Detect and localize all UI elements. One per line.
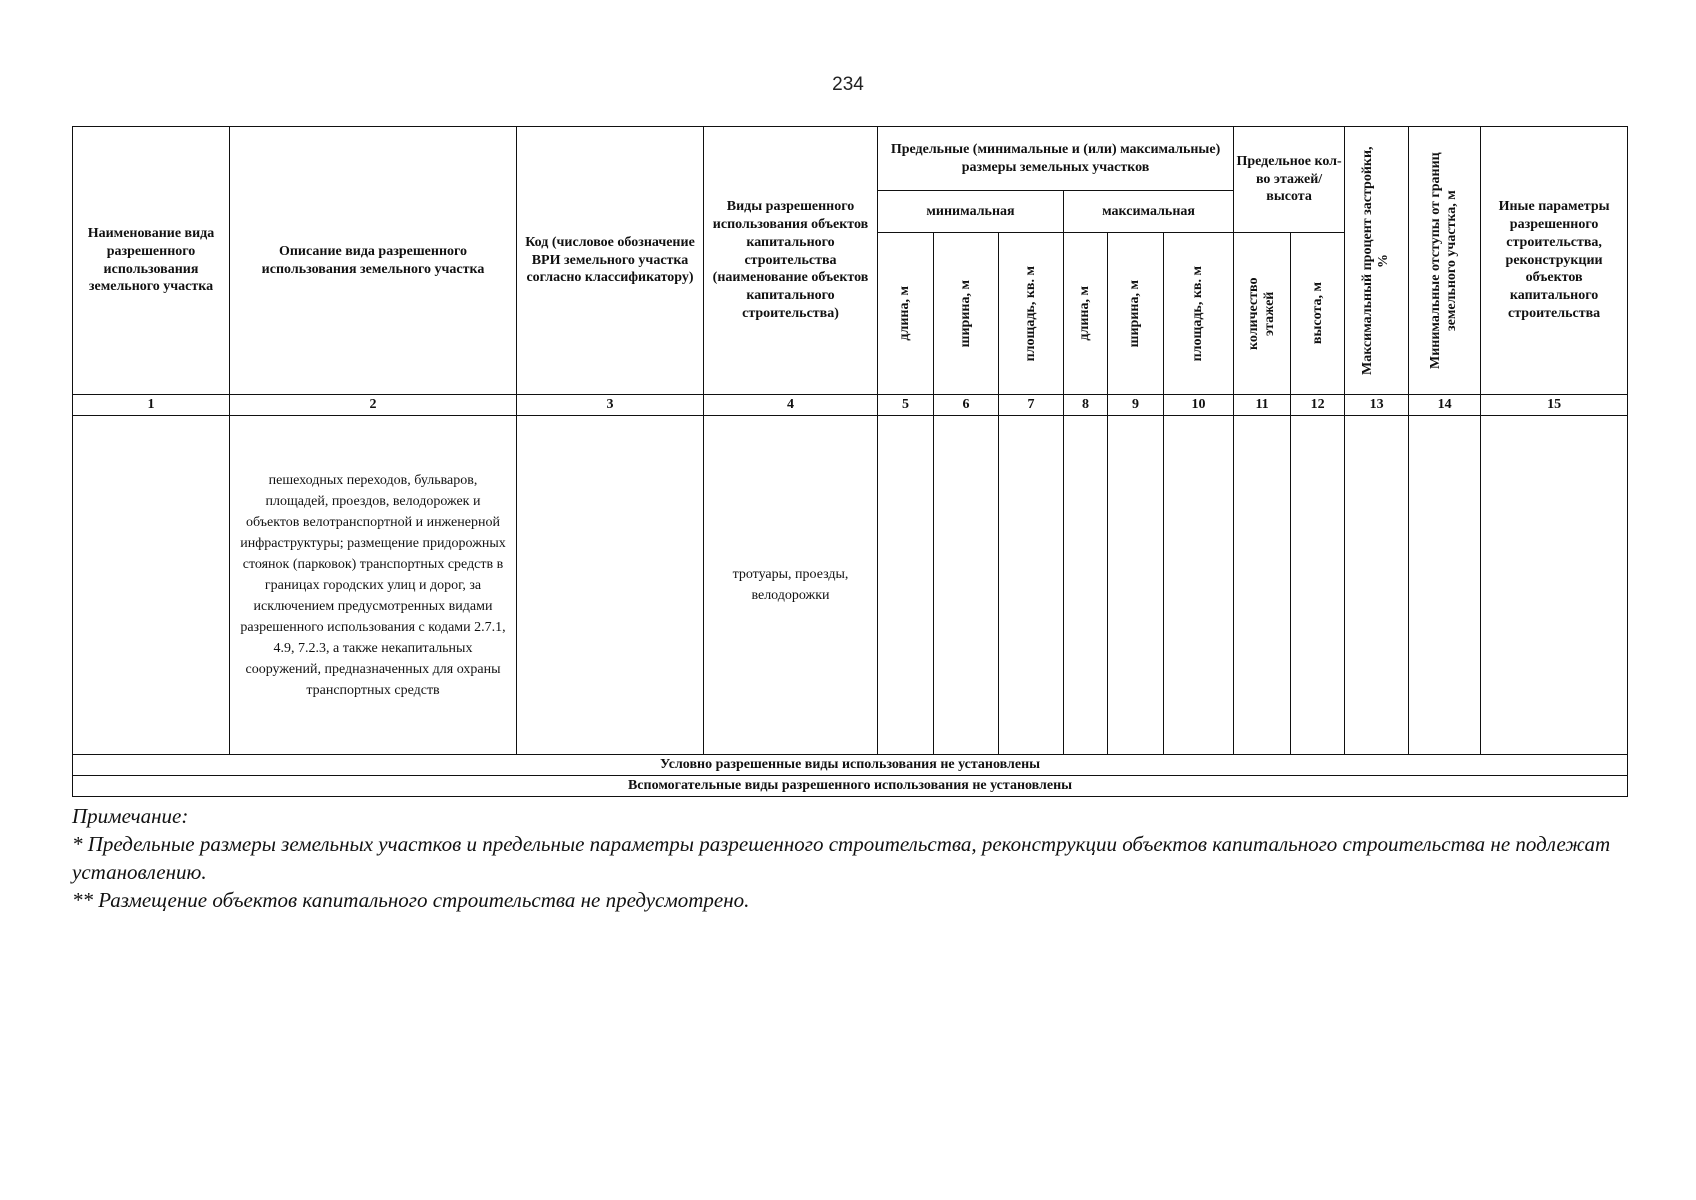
cell-land-use-name: [73, 416, 230, 755]
auxiliary-uses-row: [73, 776, 1628, 797]
column-number: 1: [73, 395, 230, 416]
note-2: ** Размещение объектов капитального строительства не предусмотрено.: [72, 888, 750, 912]
header-max-width: ширина, м: [1108, 233, 1164, 395]
cell-empty: [1064, 416, 1108, 755]
column-number: 5: [878, 395, 934, 416]
column-numbers-row: [73, 395, 1628, 416]
land-use-table: [72, 126, 1628, 797]
header-min-length: длина, м: [878, 233, 934, 395]
header-other-params: Иные параметры разрешенного строительства, реконструкции объектов капитального строительства: [1481, 127, 1628, 395]
column-number: 10: [1164, 395, 1234, 416]
header-min-area: площадь, кв. м: [999, 233, 1064, 395]
cell-code: [517, 416, 704, 755]
column-number: 4: [704, 395, 878, 416]
header-max-area: площадь, кв. м: [1164, 233, 1234, 395]
header-floors-count: количество этажей: [1234, 233, 1291, 395]
header-minimum: минимальная: [878, 191, 1064, 233]
header-maximum: максимальная: [1064, 191, 1234, 233]
cell-empty: [999, 416, 1064, 755]
cell-empty: [934, 416, 999, 755]
header-max-percent: Максимальный процент застройки, %: [1345, 127, 1409, 395]
cell-empty: [1164, 416, 1234, 755]
notes: [72, 802, 1627, 914]
cell-empty: [1108, 416, 1164, 755]
header-description: Описание вида разрешенного использования земельного участка: [230, 127, 517, 395]
column-number: 2: [230, 395, 517, 416]
cell-empty: [1234, 416, 1291, 755]
cell-empty: [1291, 416, 1345, 755]
conditional-uses-row: [73, 755, 1628, 776]
header-max-length: длина, м: [1064, 233, 1108, 395]
column-number: 15: [1481, 395, 1628, 416]
header-construction-types: Виды разрешенного использования объектов капитального строительства (наименование объектов капитального строительства): [704, 127, 878, 395]
header-min-width: ширина, м: [934, 233, 999, 395]
notes-title: Примечание:: [72, 804, 189, 828]
cell-empty: [1345, 416, 1409, 755]
table-row: [73, 416, 1628, 755]
cell-empty: [1481, 416, 1628, 755]
column-number: 13: [1345, 395, 1409, 416]
column-number: 8: [1064, 395, 1108, 416]
column-number: 11: [1234, 395, 1291, 416]
cell-empty: [878, 416, 934, 755]
header-floors-limit: Предельное кол-во этажей/ высота: [1234, 127, 1345, 233]
column-number: 14: [1409, 395, 1481, 416]
cell-construction-types: тротуары, проезды, велодорожки: [704, 416, 878, 755]
header-code: Код (числовое обозначение ВРИ земельного участка согласно классификатору): [517, 127, 704, 395]
column-number: 12: [1291, 395, 1345, 416]
auxiliary-uses-text: Вспомогательные виды разрешенного использования не установлены: [73, 776, 1628, 797]
page-number: 234: [832, 74, 864, 95]
column-number: 3: [517, 395, 704, 416]
column-number: 6: [934, 395, 999, 416]
header-height: высота, м: [1291, 233, 1345, 395]
note-1: * Предельные размеры земельных участков и предельные параметры разрешенного строительства, реконструкции объектов капитального строительства не подлежат установлению.: [72, 832, 1611, 884]
header-size-limits: Предельные (минимальные и (или) максимальные) размеры земельных участков: [878, 127, 1234, 191]
conditional-uses-text: Условно разрешенные виды использования не установлены: [73, 755, 1628, 776]
column-number: 7: [999, 395, 1064, 416]
header-land-use-name: Наименование вида разрешенного использования земельного участка: [73, 127, 230, 395]
cell-empty: [1409, 416, 1481, 755]
header-min-setback: Минимальные отступы от границ земельного участка, м: [1409, 127, 1481, 395]
cell-description: пешеходных переходов, бульваров, площадей, проездов, велодорожек и объектов велотранспортной и инженерной инфраструктуры; размещение придорожных стоянок (парковок) транспортных средств в границах городских улиц и дорог, за исключением предусмотренных видами разрешенного использования с кодами 2.7.1, 4.9, 7.2.3, а также некапитальных сооружений, предназначенных для охраны транспортных средств: [230, 416, 517, 755]
column-number: 9: [1108, 395, 1164, 416]
